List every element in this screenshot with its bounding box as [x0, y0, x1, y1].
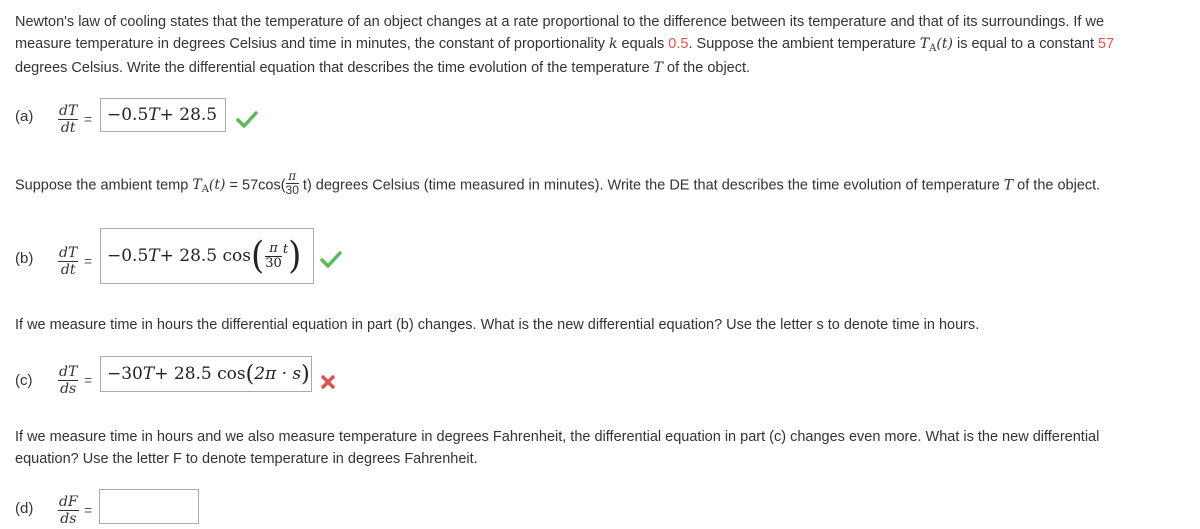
part-c-prompt: If we measure time in hours the differential equation in part (b) changes. What is the new differential equation? Use the letter s to denote time in hours.	[15, 317, 980, 333]
part-d-answer-field[interactable]	[99, 489, 199, 524]
part-a-derivative: $\frac{dT}{dt}$	[59, 103, 78, 136]
part-a-label: (a)	[15, 108, 34, 125]
correct-check-icon	[236, 110, 258, 128]
k-value: 0.5	[668, 36, 689, 52]
part-d-equals: =	[84, 502, 93, 518]
part-c-label: (c)	[15, 372, 33, 389]
ambient-value: 57	[1098, 36, 1115, 52]
cos-argument-fraction: π 30	[265, 240, 282, 271]
part-b-equals: =	[84, 253, 93, 269]
part-a-answer-field[interactable]: −0.5 T + 28.5	[100, 98, 226, 132]
part-b-prompt: Suppose the ambient temp $T_A(t) = 57\cos$( $\frac{\pi}{30}$ t) degrees Celsius (time measured in minutes). Write the DE that describes the time evolution of temperature T of the object.	[15, 169, 1101, 197]
intro-line-1: Newton's law of cooling states that the temperature of an object changes at a rate proportional to the difference between its temperature and that of its surroundings. If we	[15, 14, 1105, 30]
intro-line-2: measure temperature in degrees Celsius and time in minutes, the constant of proportionality k equals 0.5. Suppose the ambient temperature $T_A(t)$ is equal to a constant 57	[15, 36, 1115, 54]
part-c-equals: =	[84, 372, 93, 388]
part-b-derivative: $\frac{dT}{dt}$	[59, 245, 78, 278]
prompt-fraction: $\frac{\pi}{30}$	[285, 169, 299, 197]
part-c-answer-field[interactable]: −30 T + 28.5 cos ( 2π · s )	[100, 356, 312, 392]
problem-intro	[15, 11, 1185, 79]
part-a-equals: =	[84, 111, 93, 127]
incorrect-x-icon	[320, 374, 336, 390]
part-d-derivative: $\frac{dF}{ds}$	[59, 494, 78, 527]
correct-check-icon	[320, 250, 342, 268]
part-c-derivative: $\frac{dT}{ds}$	[59, 364, 78, 397]
ambient-symbol: $T_A(t)$	[919, 36, 953, 54]
part-b-answer-field[interactable]: −0.5 T + 28.5 cos ( π 30 t )	[100, 228, 314, 284]
intro-line-3: degrees Celsius. Write the differential equation that describes the time evolution of the temperature T of the object.	[15, 60, 751, 76]
part-b-label: (b)	[15, 250, 34, 267]
k-symbol: k	[609, 36, 618, 52]
part-d-label: (d)	[15, 500, 34, 517]
part-d-prompt: If we measure time in hours and we also measure temperature in degrees Fahrenheit, the differential equation in part (c) changes even more. What is the new differential equation? Use the letter F to denote temperature in degrees Fahrenheit.	[15, 429, 1100, 467]
